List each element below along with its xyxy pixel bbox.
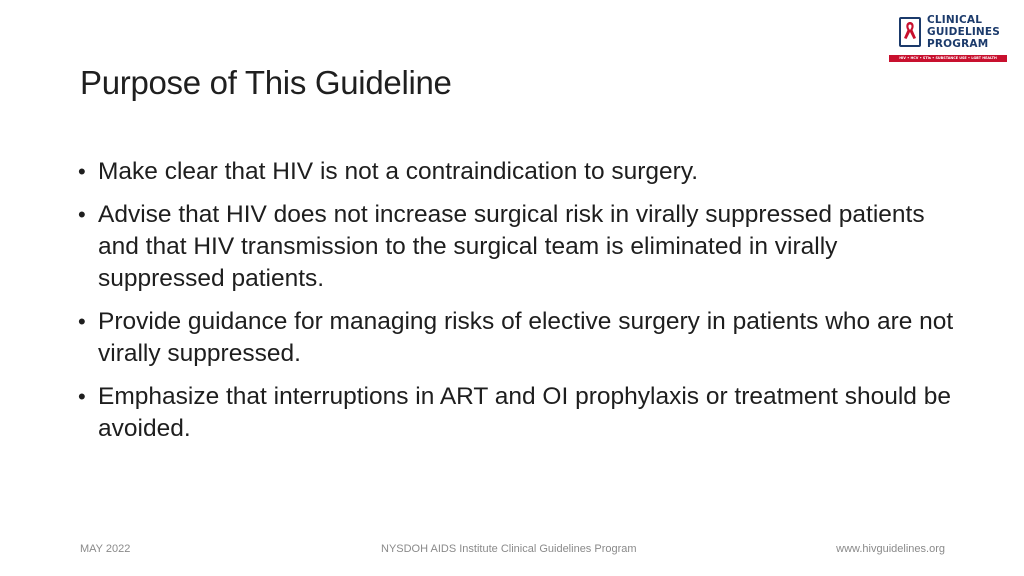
bullet-item [78,306,958,370]
footer-date: MAY 2022 [80,543,131,555]
footer-website-link[interactable]: www.hivguidelines.org [836,543,945,555]
clinical-guidelines-program-logo [889,13,1007,65]
bullet-item [78,156,958,188]
logo-frame [899,17,921,47]
logo-line-3: PROGRAM [927,38,989,50]
bullet-icon: • [78,202,86,227]
bullet-icon: • [78,159,86,184]
bullet-icon: • [78,384,86,409]
bullet-list [78,156,958,456]
logo-line-2: GUIDELINES [927,26,1001,38]
bullet-icon: • [78,309,86,334]
footer-organization: NYSDOH AIDS Institute Clinical Guidelines Program [381,543,637,555]
logo-line-1: CLINICAL [927,14,983,26]
bullet-item [78,381,958,445]
bullet-text: Advise that HIV does not increase surgical risk in virally suppressed patients and that HIV transmission to the surgical team is eliminated in virally suppressed patients. [98,201,925,292]
bullet-item [78,199,958,295]
logo-tagline: HIV • HCV • STIs • SUBSTANCE USE • LGBT HEALTH [889,55,1007,62]
bullet-text: Make clear that HIV is not a contraindication to surgery. [98,158,699,185]
bullet-text: Emphasize that interruptions in ART and OI prophylaxis or treatment should be avoided. [98,383,951,442]
red-ribbon-icon [901,19,919,45]
slide-title: Purpose of This Guideline [80,64,452,101]
bullet-text: Provide guidance for managing risks of elective surgery in patients who are not virally suppressed. [98,308,954,367]
logo-text [927,14,1000,50]
